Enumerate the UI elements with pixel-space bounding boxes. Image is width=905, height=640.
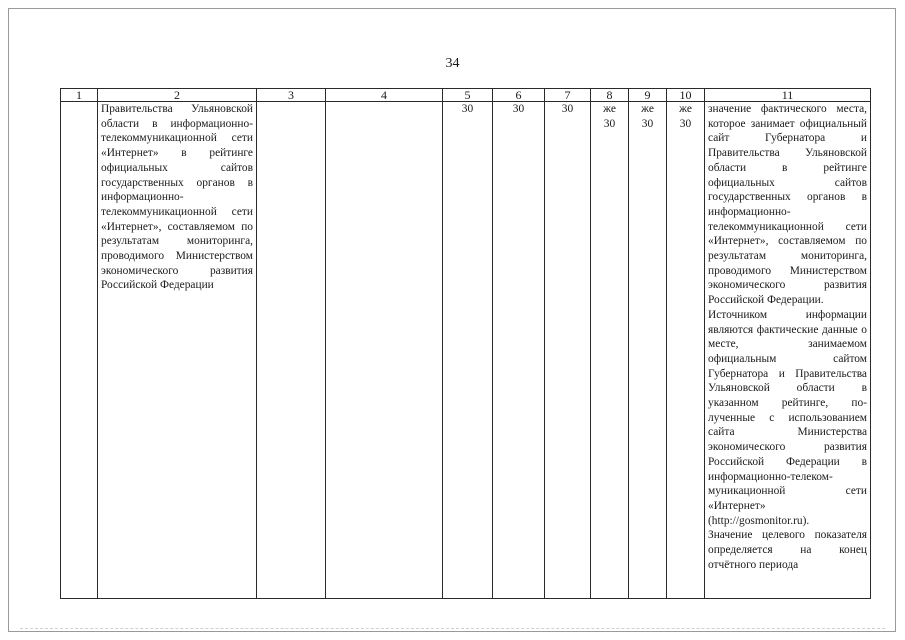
column-header: 11 (705, 89, 871, 102)
methodology-paragraph-1: значение фактического места, которое занимает официальный сайт Губернатора и Правительства Ульяновской области в рейтинге официальных сайтов государственных органов в информационно-телекоммуникационной сети «Интернет», составляемом по результатам мониторинга, проводимого Министерством экономического развития Российской Федерации. (708, 103, 867, 307)
table-header-row (61, 89, 871, 102)
column-header: 4 (326, 89, 443, 102)
table-row (61, 102, 871, 599)
cell-col4 (326, 102, 443, 599)
methodology-paragraph-2: Источником информации являются фактические данные о месте, занимаемом официальным сайтом Губернатора и Правительства Ульяновской области в указанном рейтинге, полученные с использованием сайта Министерства экономического развития Российской Федерации в информационно-телекоммуникационной сети «Интернет» (http://gosmonitor.ru). (708, 308, 867, 527)
cell-value-8 (591, 102, 629, 599)
column-header: 5 (443, 89, 493, 102)
column-header: 3 (257, 89, 326, 102)
cell-value-8-line1: же (603, 103, 616, 115)
cell-value-10 (667, 102, 705, 599)
cell-value-10-line2: 30 (679, 118, 692, 130)
cell-value-9 (629, 102, 667, 599)
cell-number (61, 102, 98, 599)
cell-value-8-line2: 30 (603, 118, 616, 130)
cell-methodology (705, 102, 871, 599)
cell-value-7: 30 (545, 102, 591, 599)
column-header: 2 (98, 89, 257, 102)
cell-value-6: 30 (493, 102, 545, 599)
cell-value-10-line1: же (679, 103, 692, 115)
column-header: 8 (591, 89, 629, 102)
indicator-table (60, 88, 871, 599)
column-header: 10 (667, 89, 705, 102)
column-header: 9 (629, 89, 667, 102)
scan-edge-line (20, 628, 885, 629)
cell-value-5: 30 (443, 102, 493, 599)
cell-value-9-line2: 30 (641, 118, 654, 130)
cell-value-9-line1: же (641, 103, 654, 115)
column-header: 7 (545, 89, 591, 102)
page-number: 34 (445, 56, 460, 71)
column-header: 1 (61, 89, 98, 102)
methodology-paragraph-3: Значение целевого показателя определяется на конец отчётного периода (708, 529, 867, 571)
column-header: 6 (493, 89, 545, 102)
cell-col3 (257, 102, 326, 599)
cell-indicator-name: Правительства Ульяновской области в информационно-телекоммуникационной сети «Интернет» в рейтинге официальных сайтов государственных органов в информационно-телекоммуникационной сети «Интернет», составляемом по результатам мониторинга, проводимого Министерством экономического развития Российской Федерации (98, 102, 257, 599)
